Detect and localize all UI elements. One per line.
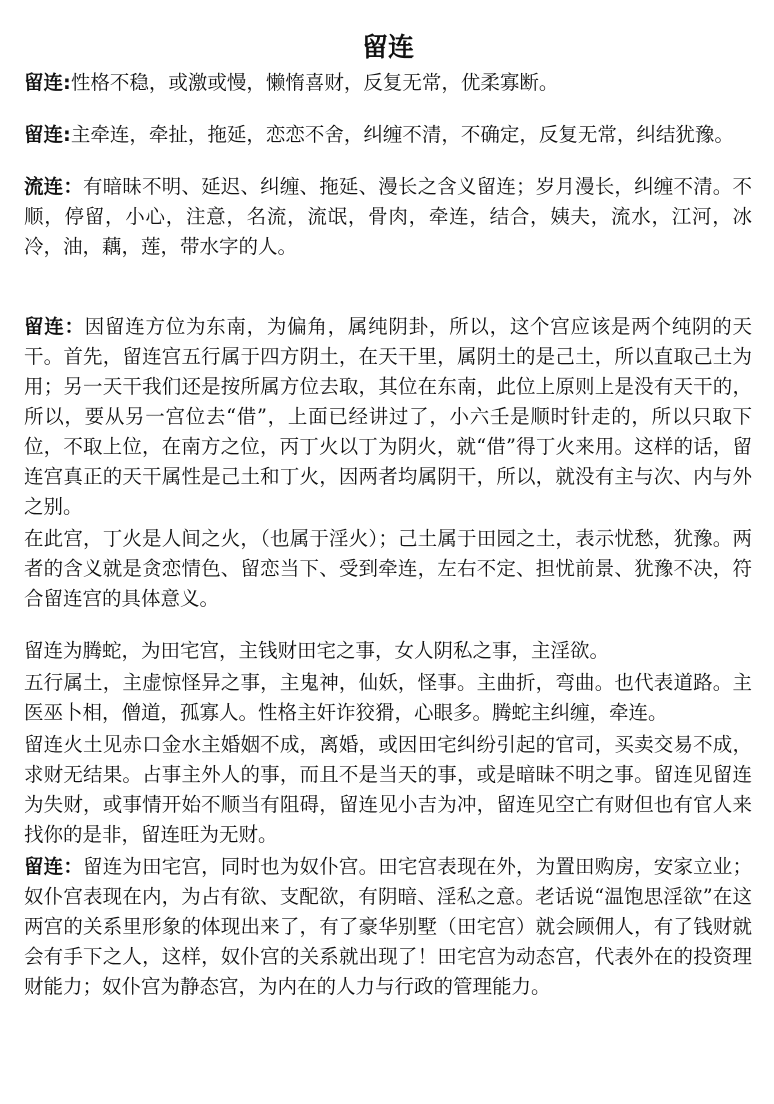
paragraph-text: 留连火土见赤口金水主婚姻不成，离婚，或因田宅纠纷引起的官司，买卖交易不成，求财无结果。占事主外人的事，而且不是当天的事，或是暗昧不明之事。留连见留连为失财，或事情开始不顺当有阻碍，留连见小吉为冲，留连见空亡有财但也有官人来找你的是非，留连旺为无财。 — [24, 733, 752, 846]
paragraph-text: 留连为腾蛇，为田宅宫，主钱财田宅之事，女人阴私之事，主淫欲。 — [24, 639, 610, 662]
paragraph-lead: 留连: — [24, 123, 71, 146]
paragraph-3 — [24, 172, 752, 262]
paragraph-text: 五行属土，主虚惊怪异之事，主鬼神，仙妖，怪事。主曲折，弯曲。也代表道路。主医巫卜相，僧道，孤寡人。性格主奸诈狡猾，心眼多。腾蛇主纠缠，牵连。 — [24, 671, 752, 724]
paragraph-text: 因留连方位为东南，为偏角，属纯阴卦，所以，这个宫应该是两个纯阴的天干。首先，留连宫五行属于四方阴土，在天干里，属阴土的是己土，所以直取己土为用；另一天干我们还是按所属方位去取，其位在东南，此位上原则上是没有天干的，所以，要从另一宫位去“借”，上面已经讲过了，小六壬是顺时针走的，所以只取下位，不取上位，在南方之位，丙丁火以丁为阴火，就“借”得丁火来用。这样的话，留连宫真正的天干属性是己土和丁火，因两者均属阴干，所以，就没有主与次、内与外之别。 — [24, 315, 752, 518]
paragraph-lead: 流连： — [24, 175, 84, 198]
paragraph-1 — [24, 68, 752, 98]
paragraph-9 — [24, 852, 752, 1002]
paragraph-2 — [24, 120, 752, 150]
paragraph-text: 有暗昧不明、延迟、纠缠、拖延、漫长之含义留连；岁月漫长，纠缠不清。不顺，停留，小心，注意，名流，流氓，骨肉，牵连，结合，姨夫，流水，江河，冰冷，油，藕，莲，带水字的人。 — [24, 175, 752, 258]
paragraph-5 — [24, 524, 752, 614]
paragraph-lead: 留连： — [24, 855, 84, 878]
paragraph-text: 留连为田宅宫，同时也为奴仆宫。田宅宫表现在外，为置田购房，安家立业；奴仆宫表现在内，为占有欲、支配欲，有阴暗、淫私之意。老话说“温饱思淫欲”在这两宫的关系里形象的体现出来了，有了豪华别墅（田宅宫）就会顾佣人，有了钱财就会有手下之人，这样，奴仆宫的关系就出现了！田宅宫为动态宫，代表外在的投资理财能力；奴仆宫为静态宫，为内在的人力与行政的管理能力。 — [24, 855, 752, 998]
paragraph-lead: 留连： — [24, 315, 85, 338]
paragraph-text: 性格不稳，或激或慢，懒惰喜财，反复无常，优柔寡断。 — [70, 71, 559, 94]
page-title: 留连 — [361, 33, 414, 63]
paragraph-6 — [24, 636, 752, 666]
paragraph-8 — [24, 730, 752, 850]
paragraph-lead: 留连: — [24, 71, 71, 94]
paragraph-7 — [24, 668, 752, 728]
paragraph-text: 主牵连，牵扯，拖延，恋恋不舍，纠缠不清，不确定，反复无常，纠结犹豫。 — [70, 123, 734, 146]
paragraph-text: 在此宫，丁火是人间之火，（也属于淫火）；己土属于田园之土，表示忧愁，犹豫。两者的含义就是贪恋情色、留恋当下、受到牵连，左右不定、担忧前景、犹豫不决，符合留连宫的具体意义。 — [24, 527, 752, 610]
paragraph-4 — [24, 312, 752, 522]
